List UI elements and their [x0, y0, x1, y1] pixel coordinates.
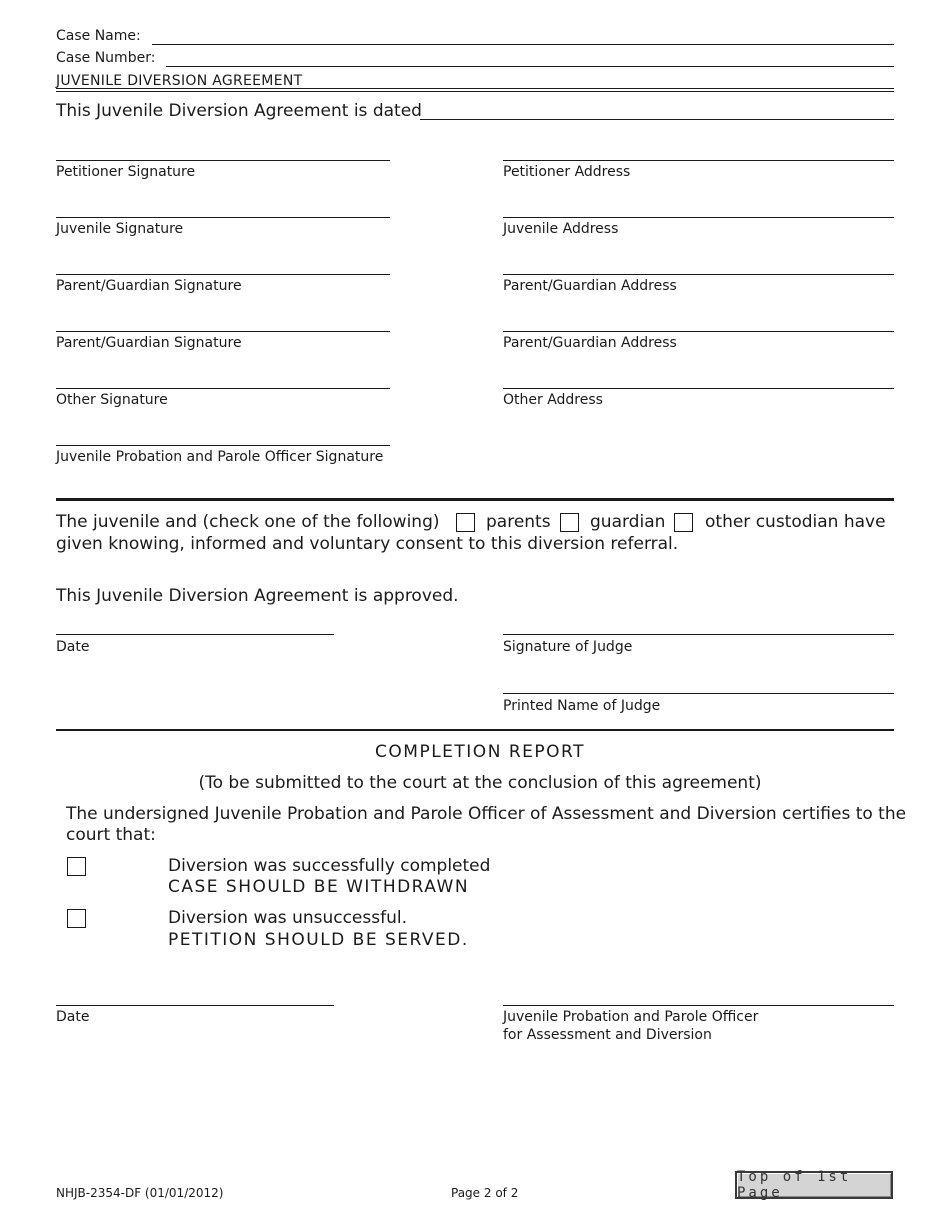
parent-signature-2-field[interactable]	[56, 331, 390, 332]
parent-address-2-field[interactable]	[503, 331, 894, 332]
parent-signature-2-label: Parent/Guardian Signature	[56, 335, 242, 351]
completion-date-label: Date	[56, 1009, 90, 1025]
completion-officer-line-1: Juvenile Probation and Parole Officer	[503, 1009, 759, 1025]
header-divider-2	[56, 91, 894, 92]
parent-signature-1-field[interactable]	[56, 274, 390, 275]
completion-officer-line-2: for Assessment and Diversion	[503, 1027, 712, 1043]
parent-address-1-label: Parent/Guardian Address	[503, 278, 677, 294]
certify-line-1: The undersigned Juvenile Probation and Parole Officer of Assessment and Diversion certifies to the	[66, 804, 907, 824]
dated-field[interactable]	[420, 119, 894, 120]
other-address-label: Other Address	[503, 392, 603, 408]
parents-label: parents	[486, 512, 551, 532]
unsuccessful-checkbox[interactable]	[67, 909, 86, 928]
parents-checkbox[interactable]	[456, 513, 475, 532]
other-address-field[interactable]	[503, 388, 894, 389]
successful-line-1: Diversion was successfully completed	[168, 856, 491, 876]
other-custodian-checkbox[interactable]	[674, 513, 693, 532]
form-id: NHJB-2354-DF (01/01/2012)	[56, 1186, 224, 1200]
unsuccessful-line-2: PETITION SHOULD BE SERVED.	[168, 930, 469, 950]
other-custodian-label: other custodian have	[705, 512, 886, 532]
petitioner-address-label: Petitioner Address	[503, 164, 631, 180]
completion-date-field[interactable]	[56, 1005, 334, 1006]
petitioner-signature-field[interactable]	[56, 160, 390, 161]
parent-address-2-label: Parent/Guardian Address	[503, 335, 677, 351]
approval-text: This Juvenile Diversion Agreement is approved.	[56, 586, 459, 606]
consent-lead: The juvenile and (check one of the following)	[56, 512, 440, 532]
certify-line-2: court that:	[66, 825, 156, 845]
approval-date-field[interactable]	[56, 634, 334, 635]
other-signature-label: Other Signature	[56, 392, 168, 408]
case-name-label: Case Name:	[56, 28, 141, 44]
juvenile-signature-label: Juvenile Signature	[56, 221, 184, 237]
completion-officer-field[interactable]	[503, 1005, 894, 1006]
petitioner-signature-label: Petitioner Signature	[56, 164, 196, 180]
case-name-field[interactable]	[152, 44, 894, 45]
officer-signature-label: Juvenile Probation and Parole Officer Signature	[56, 449, 384, 465]
header-divider-1	[56, 88, 894, 89]
consent-line-2: given knowing, informed and voluntary consent to this diversion referral.	[56, 534, 679, 554]
other-signature-field[interactable]	[56, 388, 390, 389]
parent-address-1-field[interactable]	[503, 274, 894, 275]
judge-signature-field[interactable]	[503, 634, 894, 635]
approval-date-label: Date	[56, 639, 90, 655]
completion-report-subtitle: (To be submitted to the court at the conclusion of this agreement)	[198, 773, 762, 793]
case-number-label: Case Number:	[56, 50, 156, 66]
unsuccessful-line-1: Diversion was unsuccessful.	[168, 908, 407, 928]
section-divider-2	[56, 729, 894, 731]
judge-printed-name-field[interactable]	[503, 693, 894, 694]
juvenile-signature-field[interactable]	[56, 217, 390, 218]
page-number: Page 2 of 2	[451, 1186, 519, 1200]
dated-label: This Juvenile Diversion Agreement is dated	[56, 101, 422, 121]
top-of-first-page-button[interactable]: Top of 1st Page	[735, 1171, 893, 1199]
juvenile-address-label: Juvenile Address	[503, 221, 619, 237]
guardian-label: guardian	[590, 512, 666, 532]
section-divider-1	[56, 498, 894, 501]
guardian-checkbox[interactable]	[560, 513, 579, 532]
judge-printed-name-label: Printed Name of Judge	[503, 698, 661, 714]
officer-signature-field[interactable]	[56, 445, 390, 446]
case-number-field[interactable]	[166, 66, 894, 67]
form-title: JUVENILE DIVERSION AGREEMENT	[56, 73, 303, 89]
successful-checkbox[interactable]	[67, 857, 86, 876]
parent-signature-1-label: Parent/Guardian Signature	[56, 278, 242, 294]
juvenile-address-field[interactable]	[503, 217, 894, 218]
completion-report-title: COMPLETION REPORT	[375, 742, 585, 762]
judge-signature-label: Signature of Judge	[503, 639, 633, 655]
successful-line-2: CASE SHOULD BE WITHDRAWN	[168, 877, 470, 897]
petitioner-address-field[interactable]	[503, 160, 894, 161]
